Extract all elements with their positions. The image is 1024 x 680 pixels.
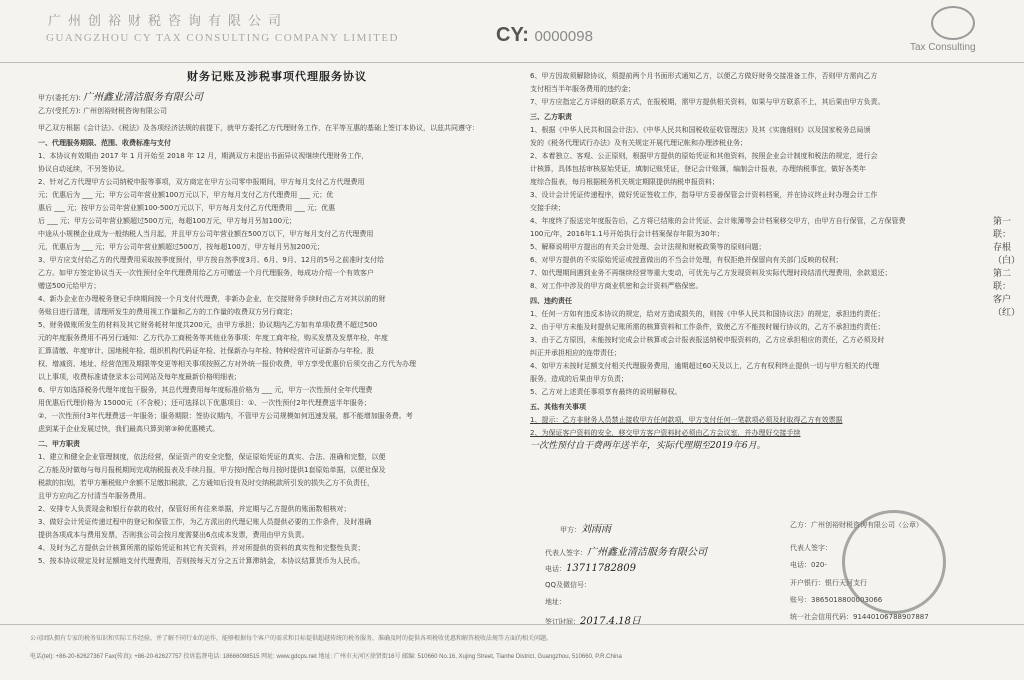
clause-line: 纠正并承担相应的连带责任； — [530, 349, 621, 357]
company-name-en: GUANGZHOU CY TAX CONSULTING COMPANY LIMITED — [46, 32, 399, 44]
footer-line-2: 电话(tel): +86-20-62627367 Fax(传真): +86-20-62627757 投诉监督电话: 18666098515 网址: www.gdcps.net 地址: 广州市天河区徐贤街16号 邮编: 510660 No.16, Xujing Street, Tianhe District, Guangzhou, 510660, P.R.China — [30, 654, 622, 660]
tel-value: 13711782809 — [566, 563, 636, 574]
clause-line: 3、由于乙方原因，未能按时完成会计核算或会计报表报送纳税申报资料的，乙方应承担相应的责任，乙方必须及时 — [530, 336, 885, 344]
bank-label: 开户银行： — [790, 579, 825, 587]
b-value: 广州创裕财税咨询有限公司（公章） — [811, 521, 923, 529]
clause-line: 虑到某于企业发展过快，我们最高只算到第③种优惠模式。 — [38, 425, 220, 433]
party-a-row — [38, 91, 516, 105]
clause-line: 5、乙方对上述责任事项享有最终的说明解释权。 — [530, 388, 682, 396]
rep-row — [545, 543, 707, 558]
sign-a-row — [560, 520, 611, 535]
left-column — [38, 70, 516, 568]
clause-line: ②、一次性预付3年代理费送一年服务；服务期限：签协议期内，不管甲方公司规模如何迅速发展，都不能增加服务费。考 — [38, 412, 413, 420]
clause-line: 100元/年，2016年1.1号开始执行会计档案保存年限为30年； — [530, 230, 724, 238]
clause-line: 3、设计会计凭证传递程序，做好凭证签收工作，指导甲方妥善保管会计资料档案，并在协议终止时办理会计工作 — [530, 191, 878, 199]
party-b-row — [38, 105, 516, 118]
tel-label: 电话： — [545, 565, 566, 573]
section-4-heading: 四、违约责任 — [530, 297, 572, 305]
clause-line: 6、对甲方提供的不实原始凭证或授意做出的不当会计处理，有权拒绝并保留向有关部门反映的权利； — [530, 256, 843, 264]
clause-line: 惠后 ___ 元；按甲方公司年营业额100-500万元以下，甲方每月支付乙方代理费用 ___ 元；优惠 — [38, 204, 336, 212]
bank-value: 银行天河支行 — [825, 579, 867, 587]
clause-line: 度综合报表，每月根据税务机关规定期限提供纳税申报资料； — [530, 178, 719, 186]
clause-line: 2、针对乙方代理甲方公司纳税申报等事项，双方商定在甲方公司零申报期间，甲方每月支付乙方代理费用 — [38, 178, 365, 186]
clause-line: 协议自动延续，不另签协议。 — [38, 165, 129, 173]
clause-line: 务账目进行清理，清理所发生的费用视工作量和乙方的工作量的收费双方另行商定； — [38, 308, 297, 316]
clause-line: 发的《税务代理试行办法》及有关规定开展代理记帐和办理涉税业务； — [530, 139, 747, 147]
sign-a-name: 刘雨雨 — [581, 524, 611, 535]
clause-line: 且甲方应向乙方付清当年服务费用。 — [38, 492, 150, 500]
clause-line: 用优惠后代理价格为 15000元（不含税）；还可选择以下优惠项目：①、一次性预付2年代理费送半年服务； — [38, 399, 371, 407]
clause-line: 4、及时为乙方提供会计核算所需的原始凭证和其它有关资料，并对所提供的资料的真实性和完整性负责； — [38, 544, 365, 552]
clause-line: 4、新办企业在办理税务登记手续期间按一个月支付代理费，非新办企业，在交接财务手续时由乙方对其以前的财 — [38, 295, 386, 303]
clause-line: 乙方能及时做每与每月报税期间完成纳税报表及手续月报，甲方按时配合每月按时提供1套原始单据，以便社保及 — [38, 466, 386, 474]
section-3-heading: 三、乙方职责 — [530, 113, 572, 121]
clause-line: 4、如甲方未按时足额支付相关代理服务费用，逾期超过60天及以上，乙方有权利终止提供一切与甲方相关的代理 — [530, 362, 880, 370]
clause-line: 税款的扣划，若甲方雁税账户余额不足缴扣税款，乙方通知后没有及时交纳税款所引发的损失乙方不负责任， — [38, 479, 374, 487]
date-label: 签订时间： — [545, 618, 580, 626]
clause-line: 乙方。如甲方签定协议当天一次性预付全年代理费用给乙方可赠送一个月代理服务，每成功介绍一个有效客户 — [38, 269, 374, 277]
clause-line: 5、财务做账所发生的材料及其它财务耗材年度共200元，由甲方承担；协议期内乙方如有单项收费不超过500 — [38, 321, 378, 329]
serial-prefix: CY: — [496, 24, 529, 46]
clause-line: 以上事项，收费标准请登录本公司网站及每年度最新价格明细表； — [38, 373, 241, 381]
rep-label: 代表人签字： — [545, 549, 587, 557]
clause-line: 服务，造成的后果由甲方负责； — [530, 375, 628, 383]
copy-label: 第一联：存根（白） 第二联：客户（红） — [993, 217, 1021, 318]
clause-line: 1、建立和健全企业管理制度，依法经营，保证资产的安全完整，保证原始凭证的真实、合法、准确和完整，以便 — [38, 453, 386, 461]
footer — [0, 624, 1024, 680]
clause-line: 6、甲方如选择税务代理年度包干服务，其总代理费用每年度标准价格为 ___ 元，甲方一次性预付全年代理费 — [38, 386, 373, 394]
clause-line: 权、增减资、地址、经营范围及期限等变更等相关事项按照乙方对外统一报价收费，甲方享受优惠价后须交由乙方代为办理 — [38, 360, 416, 368]
company-logo — [931, 6, 975, 40]
clause-line: 2、为保证客户资料的安全，移交甲方客户资料时必须由乙方会议室，并办理好交接手续 — [530, 429, 801, 437]
clause-line: 3、甲方应支付给乙方的代理费用采取按季度预付，甲方按自然季度3月、6月、9月、12月的5号之前准时支付给 — [38, 256, 385, 264]
clause-line: 6、甲方因故须解除协议，须提前两个月书面形式通知乙方，以便乙方做好财务交接准备工作，否则甲方需向乙方 — [530, 72, 878, 80]
clause-line: 提供各项成本与费用发票，否则我公司会按月度需要出6点成本发票，费用由甲方负责。 — [38, 531, 309, 539]
sign-a-label: 甲方： — [560, 526, 581, 534]
clause-line: 2、本着独立、客观、公正原则，根据甲方提供的原始凭证和其他资料，按照企业会计制度和税法的规定，进行会 — [530, 152, 878, 160]
clause-line: 3、做好会计凭证传递过程中的登记和保管工作，为乙方派出的代理记账人员提供必要的工作条件，及时准确 — [38, 518, 372, 526]
letterhead — [0, 0, 1024, 63]
b-label: 乙方： — [790, 521, 811, 529]
addr-label: 地址： — [545, 598, 566, 606]
preamble: 甲乙双方根据《会计法》、《税法》及各项经济法规的前提下，就甲方委托乙方代理财务工作，在平等互惠的基础上签订本协议，以兹共同遵守： — [38, 124, 479, 132]
serial-number — [496, 24, 593, 47]
clause-line: 7、甲方应指定乙方详细的联系方式，在报税期，需甲方提供相关资料，如果与甲方联系不上，其后果由甲方负责。 — [530, 98, 885, 106]
b-tel-value: 020- — [811, 561, 827, 569]
clause-line: 元，优惠后为 ___ 元；甲方公司年营业额超过500万，按每超100万，甲方每月另加200元； — [38, 243, 325, 251]
handwritten-note: 一次性预付自干费两年送半年，实际代理期至2019年6月。 — [530, 441, 766, 451]
clause-line: 1、提示：乙方非财务人员禁止接收甲方任何款项，甲方支付任何一笔款项必须及时取得乙方有效票据 — [530, 416, 843, 424]
acct-value: 3865018800003066 — [811, 596, 883, 604]
clause-line: 汇算清缴、年度审计、国地税年检、组织机构代码证年检、社保新办与年检、特种经营许可证新办与年检、股 — [38, 347, 374, 355]
b-rep-label: 代表人签字： — [790, 544, 832, 552]
company-seal — [842, 510, 946, 614]
footer-line-1: 公司团队拥有专家的税务知识和实际工作经验，并了解不同行业的运作，能够根据每个客户的需求和目标提供超越传统的税务服务，准确及时的提供各项税收优惠和解答税收法规等方面的相关问题。 — [30, 635, 553, 642]
credit-label: 统一社会信用代码： — [790, 613, 853, 621]
serial-digits: 0000098 — [534, 28, 593, 45]
tel-row — [545, 563, 636, 574]
clause-line: 后 ___ 元；甲方公司年营业额超过500万元，每超100万元，甲方每月另加100元； — [38, 217, 297, 225]
company-name-cn: 广州创裕财税咨询有限公司 — [48, 14, 289, 29]
party-b-name: 广州创裕财税咨询有限公司 — [83, 107, 168, 115]
right-column — [530, 70, 985, 453]
clause-line: 5、按本协议规定及时足额地支付代理费用，否则按每天万分之五计算滞纳金，本协议结算货币为人民币。 — [38, 557, 365, 565]
clause-line: 1、本协议有效期由 2017 年 1 月开始至 2018 年 12 月，期满双方未提出书面异议视继续代理财务工作， — [38, 152, 369, 160]
clause-line: 元；优惠后为 ___ 元；甲方公司年营业额100万元以下，甲方每月支付乙方代理费用 ___ 元；优 — [38, 191, 334, 199]
clause-line: 4、年度终了报送完年度报告后，乙方将已结账的会计凭证、会计账簿等会计档案移交甲方，由甲方自行保管，乙方保管费 — [530, 217, 906, 225]
clause-line: 赠送500元给甲方； — [38, 282, 101, 290]
section-5-heading: 五、其他有关事项 — [530, 403, 586, 411]
clause-line: 计核算，具体包括审核原始凭证，填制记账凭证，登记会计账簿，编制会计报表，办理纳税事宜，做好各类年 — [530, 165, 866, 173]
clause-line: 元的年度服务费用不再另行通知：乙方代办工商税务等其他业务事项：年度工商年检，购买发票及发票年检，年度 — [38, 334, 388, 342]
clause-line: 中途从小规模企业成为一般纳税人当月起，并且甲方公司年营业额在500万以下，甲方每月支付乙方代理费用 — [38, 230, 374, 238]
clause-line: 5、解释说明甲方提出的有关会计处理、会计法规和财税政策等的原则问题； — [530, 243, 766, 251]
clause-line: 2、由于甲方未能及时提供记账所需的核算资料和工作条件，致使乙方不能按时履行协议的，乙方不承担违约责任； — [530, 323, 885, 331]
clause-line: 2、安排专人负责现金和银行存款的收付，保管好所有往来单据，并定期与乙方提供的账面数相核对； — [38, 505, 351, 513]
clause-line: 7、如代理期间遇到业务不再继续经营等重大变动，可优先与乙方发现资料及实际代理时段结清代理费用，余款退还； — [530, 269, 892, 277]
qq-label: QQ及微信号： — [545, 581, 592, 589]
party-b-label: 乙方(受托方): — [38, 107, 81, 115]
doc-title: 财务记账及涉税事项代理服务协议 — [187, 70, 367, 83]
acct-label: 账号： — [790, 596, 811, 604]
credit-row — [790, 612, 929, 622]
party-a-label: 甲方(委托方): — [38, 94, 81, 102]
clause-line: 1、任何一方如有违反本协议的规定，给对方造成损失的，则按《中华人民共和国协议法》的规定，承担违约责任； — [530, 310, 885, 318]
clause-line: 支付相当半年服务费用的违约金； — [530, 85, 635, 93]
clause-line: 交接手续； — [530, 204, 565, 212]
clause-line: 8、对工作中涉及的甲方商业机密和会计资料严格保密。 — [530, 282, 703, 290]
credit-value: 91440106788907887 — [853, 613, 929, 621]
party-a-name: 广州鑫业清洁服务有限公司 — [83, 92, 204, 103]
rep-value: 广州鑫业清洁服务有限公司 — [587, 547, 707, 558]
section-1-heading: 一、代理服务期限、范围、收费标准与支付 — [38, 139, 171, 147]
b-tel-label: 电话： — [790, 561, 811, 569]
clause-line: 1、根据《中华人民共和国会计法》、《中华人民共和国税收征收管理法》及其《实施细则》以及国家税务总局颁 — [530, 126, 871, 134]
date-value: 2017.4.18日 — [580, 616, 641, 627]
section-2-heading: 二、甲方职责 — [38, 440, 80, 448]
b-tel-row — [790, 560, 827, 570]
logo-text: Tax Consulting — [910, 42, 976, 53]
